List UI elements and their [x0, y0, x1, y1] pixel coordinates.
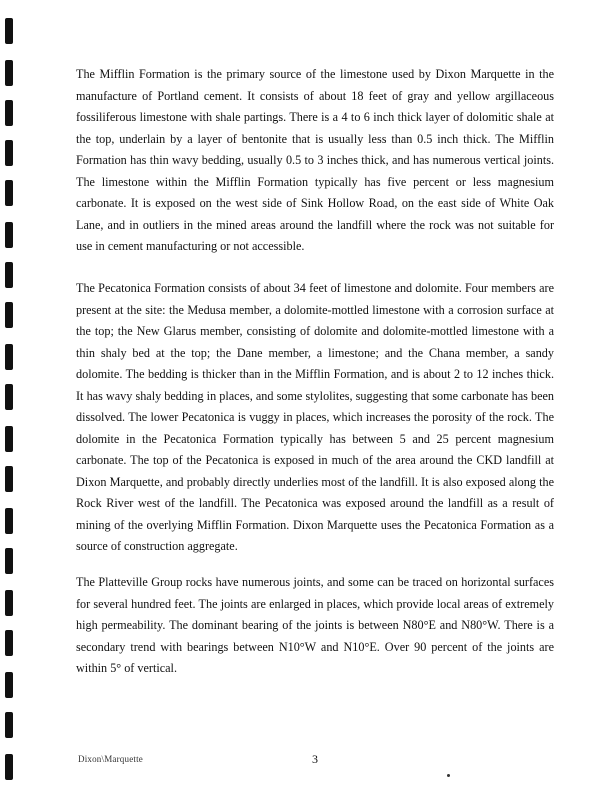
punch-hole — [5, 100, 13, 126]
punch-hole — [5, 630, 13, 656]
punch-hole — [5, 590, 13, 616]
scan-speck — [447, 774, 450, 777]
punch-hole — [5, 302, 13, 328]
paragraph-platteville-joints: The Platteville Group rocks have numerous joints, and some can be traced on horizontal surfaces for several hundred feet. The joints are enlarged in places, which provide local areas of extremely high permeability. The dominant bearing of the joints is between N80°E and N80°W. There is a secondary trend with bearings between N10°W and N10°E. Over 90 percent of the joints are within 5° of vertical. — [76, 575, 554, 675]
punch-hole — [5, 60, 13, 86]
punch-hole — [5, 672, 13, 698]
binder-punch-holes — [2, 0, 16, 800]
paragraph-pecatonica-formation: The Pecatonica Formation consists of about 34 feet of limestone and dolomite. Four members are present at the site: the Medusa member, a dolomite-mottled limestone with a corrosion surface at the top; the New Glarus member, consisting of dolomite and dolomite-mottled limestone with a thin shaly bed at the top; the Dane member, a limestone; and the Chana member, a sandy dolomite. The bedding is thicker than in the Mifflin Formation, and is about 2 to 12 inches thick. It has wavy shaly bedding in places, and some stylolites, suggesting that some carbonate has been dissolved. The lower Pecatonica is vuggy in places, which increases the porosity of the rock. The dolomite in the Pecatonica Formation typically has between 5 and 25 percent magnesium carbonate. The top of the Pecatonica is exposed in much of the area around the CKD landfill at Dixon Marquette, and probably directly underlies most of the landfill. It is also exposed along the Rock River west of the landfill. The Pecatonica was exposed around the landfill as a result of mining of the overlying Mifflin Formation. Dixon Marquette uses the Pecatonica Formation as a source of construction aggregate. — [76, 281, 554, 553]
punch-hole — [5, 466, 13, 492]
punch-hole — [5, 222, 13, 248]
punch-hole — [5, 180, 13, 206]
footer-document-code: Dixon\Marquette — [78, 754, 143, 764]
punch-hole — [5, 140, 13, 166]
punch-hole — [5, 548, 13, 574]
punch-hole — [5, 344, 13, 370]
page-number: 3 — [312, 752, 318, 766]
punch-hole — [5, 712, 13, 738]
punch-hole — [5, 754, 13, 780]
punch-hole — [5, 18, 13, 44]
punch-hole — [5, 508, 13, 534]
punch-hole — [5, 262, 13, 288]
punch-hole — [5, 426, 13, 452]
punch-hole — [5, 384, 13, 410]
paragraph-mifflin-formation: The Mifflin Formation is the primary source of the limestone used by Dixon Marquette in the manufacture of Portland cement. It consists of about 18 feet of gray and yellow argillaceous fossiliferous limestone with shale partings. There is a 4 to 6 inch thick layer of dolomitic shale at the top, underlain by a layer of bentonite that is usually less than 0.5 inch thick. The Mifflin Formation has thin wavy bedding, usually 0.5 to 3 inches thick, and has numerous vertical joints. The limestone within the Mifflin Formation typically has five percent or less magnesium carbonate. It is exposed on the west side of Sink Hollow Road, on the east side of White Oak Lane, and in outliers in the mined areas around the landfill where the rock was not suitable for use in cement manufacturing or not accessible. — [76, 67, 554, 253]
